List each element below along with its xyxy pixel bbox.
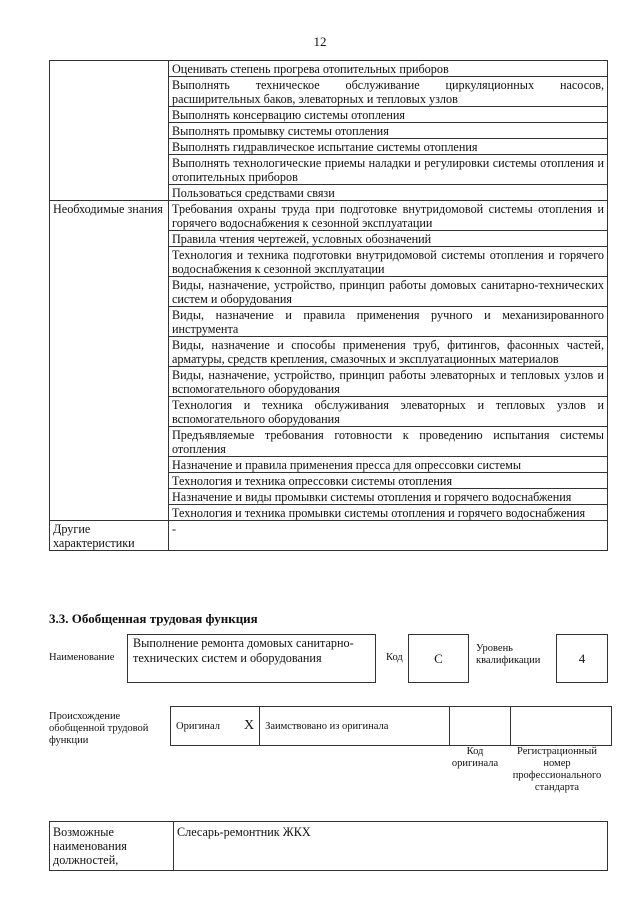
name-label: Наименование	[49, 652, 115, 663]
table-cell: Виды, назначение, устройство, принцип работы домовых санитарно-технических систем и оборудования	[169, 277, 608, 307]
origin-label: Происхождение обобщенной трудовой функции	[49, 711, 149, 746]
roles-table	[49, 821, 608, 871]
registration-caption: Регистрационный номер профессионального стандарта	[512, 746, 602, 793]
function-name-value: Выполнение ремонта домовых санитарно-технических систем и оборудования	[127, 634, 376, 683]
code-label: Код	[386, 652, 403, 663]
table-cell: Выполнять техническое обслуживание циркуляционных насосов, расширительных баков, элеваторных и тепловых узлов	[169, 77, 608, 107]
table-cell: Назначение и виды промывки системы отопления и горячего водоснабжения	[169, 489, 608, 505]
origin-mark: X	[239, 707, 260, 746]
knowledge-label: Необходимые знания	[50, 201, 169, 521]
skills-label-cell	[50, 61, 169, 201]
knowledge-skills-table	[49, 60, 608, 551]
origin-original: Оригинал	[171, 707, 240, 746]
other-label: Другие характеристики	[50, 521, 169, 551]
code-original-caption: Код оригинала	[451, 746, 499, 769]
table-cell: -	[169, 521, 608, 551]
table-cell: Технология и техника промывки системы отопления и горячего водоснабжения	[169, 505, 608, 521]
section-title: 3.3. Обобщенная трудовая функция	[49, 611, 258, 626]
table-cell: Виды, назначение и правила применения ручного и механизированного инструмента	[169, 307, 608, 337]
table-cell: Предъявляемые требования готовности к проведению испытания системы отопления	[169, 427, 608, 457]
function-code-value: С	[408, 634, 469, 683]
table-cell: Выполнять консервацию системы отопления	[169, 107, 608, 123]
table-cell: Выполнять промывку системы отопления	[169, 123, 608, 139]
qualification-level-value: 4	[556, 634, 608, 683]
table-cell: Оценивать степень прогрева отопительных приборов	[169, 61, 608, 77]
origin-reg-cell	[511, 707, 612, 746]
table-cell: Выполнять гидравлическое испытание системы отопления	[169, 139, 608, 155]
roles-label: Возможные наименования должностей,	[50, 822, 174, 871]
table-cell: Выполнять технологические приемы наладки и регулировки системы отопления и отопительных приборов	[169, 155, 608, 185]
origin-borrowed: Заимствовано из оригинала	[260, 707, 450, 746]
page-number: 12	[313, 34, 327, 49]
table-row	[50, 61, 608, 77]
table-cell: Технология и техника обслуживания элеваторных и тепловых узлов и вспомогательного оборудования	[169, 397, 608, 427]
table-cell: Назначение и правила применения пресса для опрессовки системы	[169, 457, 608, 473]
table-cell: Технология и техника опрессовки системы отопления	[169, 473, 608, 489]
origin-code-cell	[450, 707, 511, 746]
table-row	[50, 201, 608, 231]
table-cell: Виды, назначение и способы применения труб, фитингов, фасонных частей, арматуры, средств крепления, смазочных и эксплуатационных материалов	[169, 337, 608, 367]
roles-value: Слесарь-ремонтник ЖКХ	[174, 822, 608, 871]
table-cell: Правила чтения чертежей, условных обозначений	[169, 231, 608, 247]
origin-table	[170, 706, 612, 746]
level-label: Уровень квалификации	[476, 643, 541, 666]
table-cell: Пользоваться средствами связи	[169, 185, 608, 201]
table-row	[50, 521, 608, 551]
table-cell: Технология и техника подготовки внутридомовой системы отопления и горячего водоснабжения к сезонной эксплуатации	[169, 247, 608, 277]
table-cell: Виды, назначение, устройство, принцип работы элеваторных и тепловых узлов и вспомогательного оборудования	[169, 367, 608, 397]
table-cell: Требования охраны труда при подготовке внутридомовой системы отопления и горячего водоснабжения к сезонной эксплуатации	[169, 201, 608, 231]
